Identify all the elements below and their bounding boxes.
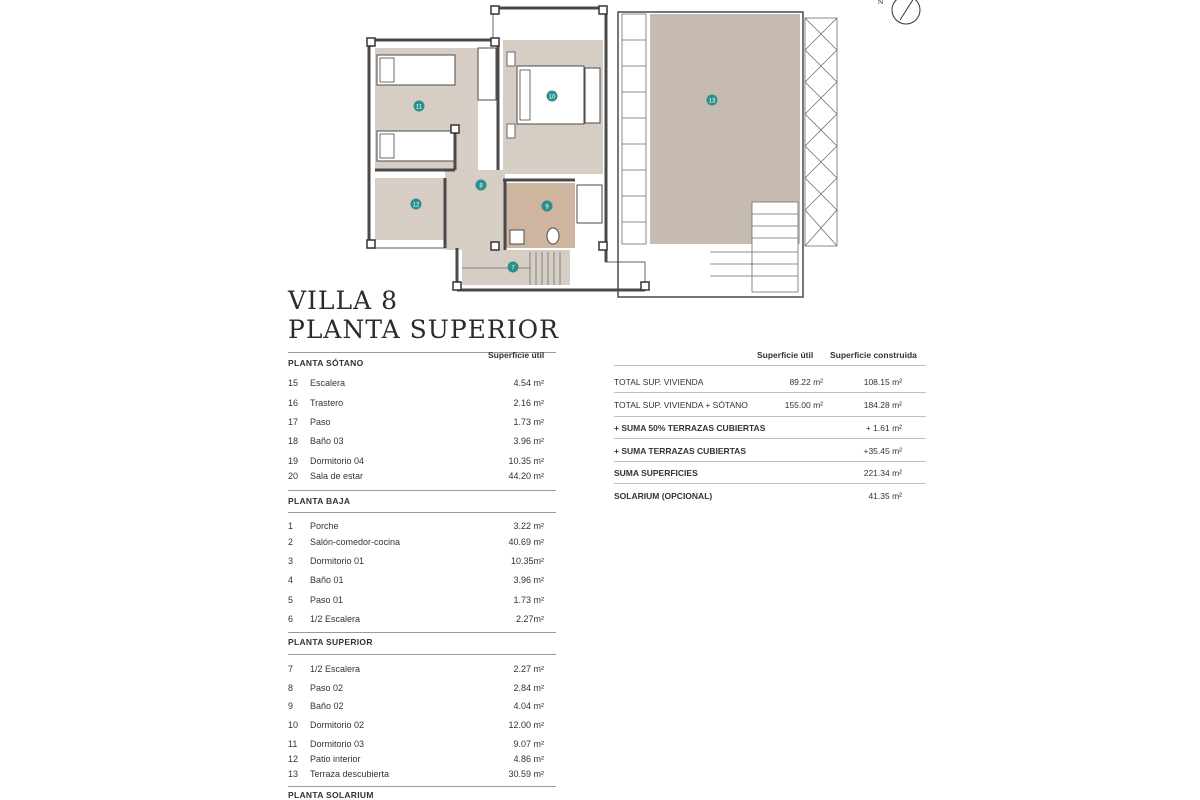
- table-row: [288, 436, 544, 448]
- row-name: Patio interior: [310, 754, 361, 764]
- toilet: [547, 228, 559, 244]
- table-row: [288, 575, 544, 587]
- summary-header-util: Superficie útil: [757, 350, 814, 360]
- title-line-2: PLANTA SUPERIOR: [288, 315, 559, 344]
- row-num: 15: [288, 378, 299, 388]
- row-num: 17: [288, 417, 299, 427]
- table-row: [288, 521, 544, 533]
- row-name: Baño 02: [310, 701, 344, 711]
- summary-util: 155.00 m²: [784, 400, 823, 410]
- room-label-10: 10: [548, 94, 556, 101]
- row-name: Dormitorio 02: [310, 720, 365, 730]
- row-area: 4.04 m²: [513, 701, 544, 711]
- row-area: 9.07 m²: [513, 739, 544, 749]
- row-area: 4.86 m²: [513, 754, 544, 764]
- summary-row: [614, 377, 926, 389]
- row-name: Dormitorio 04: [310, 456, 365, 466]
- closet: [478, 48, 496, 100]
- summary-label: TOTAL SUP. VIVIENDA: [614, 377, 704, 387]
- section-heading-baja: PLANTA BAJA: [288, 496, 351, 506]
- row-area: 40.69 m²: [508, 537, 544, 547]
- row-num: 12: [288, 754, 299, 764]
- row-area: 2.27 m²: [513, 664, 544, 674]
- row-num: 5: [288, 595, 294, 605]
- summary-row: [614, 400, 926, 412]
- summary-rule: [614, 483, 926, 484]
- row-name: Escalera: [310, 378, 346, 388]
- row-name: Porche: [310, 521, 339, 531]
- floor-plan: [340, 0, 940, 300]
- section-rule: [288, 786, 556, 787]
- summary-construida: 221.34 m²: [863, 468, 902, 478]
- summary-label: + SUMA 50% TERRAZAS CUBIERTAS: [614, 423, 766, 433]
- section-rule: [288, 490, 556, 491]
- row-name: Baño 01: [310, 575, 344, 585]
- summary-construida: 184.28 m²: [863, 400, 902, 410]
- row-area: 3.96 m²: [513, 436, 544, 446]
- row-area: 30.59 m²: [508, 769, 544, 779]
- summary-construida: 41.35 m²: [868, 491, 902, 501]
- row-num: 1: [288, 521, 294, 531]
- table-row: [288, 664, 544, 676]
- table-row: [288, 701, 544, 713]
- row-name: Sala de estar: [310, 471, 364, 481]
- row-area: 44.20 m²: [508, 471, 544, 481]
- summary-label: TOTAL SUP. VIVIENDA + SÓTANO: [614, 400, 748, 410]
- row-area: 1.73 m²: [513, 417, 544, 427]
- table-row: [288, 754, 544, 766]
- table-row: [288, 739, 544, 751]
- summary-row: [614, 491, 926, 503]
- planter-strip: [622, 14, 646, 244]
- nightstand: [507, 52, 515, 66]
- bed-1: [377, 55, 455, 85]
- summary-construida: 108.15 m²: [863, 377, 902, 387]
- row-name: Paso: [310, 417, 331, 427]
- row-area: 10.35m²: [510, 556, 544, 566]
- section-heading-sotano: PLANTA SÓTANO: [288, 358, 364, 368]
- row-area: 2.16 m²: [513, 398, 544, 408]
- table-row: [288, 378, 544, 390]
- bed-2: [377, 131, 455, 161]
- row-name: Baño 03: [310, 436, 344, 446]
- row-area: 12.00 m²: [508, 720, 544, 730]
- row-num: 2: [288, 537, 294, 547]
- row-num: 7: [288, 664, 294, 674]
- summary-row: [614, 468, 926, 480]
- row-num: 13: [288, 769, 299, 779]
- room-label-7: 7: [511, 265, 515, 272]
- table-row: [288, 456, 544, 468]
- row-name: Paso 01: [310, 595, 344, 605]
- table-row: [288, 471, 544, 483]
- column-header-util: Superficie útil: [488, 350, 545, 360]
- row-num: 20: [288, 471, 299, 481]
- room-label-9: 9: [545, 204, 549, 211]
- row-num: 19: [288, 456, 299, 466]
- room-label-8: 8: [479, 183, 483, 190]
- row-num: 4: [288, 575, 294, 585]
- row-num: 9: [288, 701, 294, 711]
- summary-rule: [614, 461, 926, 462]
- row-name: Terraza descubierta: [310, 769, 390, 779]
- section-rule: [288, 654, 556, 655]
- room-label-11: 11: [415, 104, 423, 111]
- summary-label: SUMA SUPERFICIES: [614, 468, 698, 478]
- row-area: 1.73 m²: [513, 595, 544, 605]
- summary-util: 89.22 m²: [789, 377, 823, 387]
- row-num: 11: [288, 739, 298, 749]
- table-row: [288, 683, 544, 695]
- row-name: Trastero: [310, 398, 344, 408]
- title-line-1: VILLA 8: [288, 286, 399, 315]
- summary-rule: [614, 438, 926, 439]
- row-name: 1/2 Escalera: [310, 614, 361, 624]
- section-heading-solarium: PLANTA SOLARIUM: [288, 790, 374, 800]
- railing-hatch: [805, 18, 837, 246]
- row-area: 3.22 m²: [513, 521, 544, 531]
- row-name: Dormitorio 01: [310, 556, 365, 566]
- summary-row: [614, 423, 926, 435]
- table-row: [288, 614, 544, 626]
- row-name: Dormitorio 03: [310, 739, 365, 749]
- row-num: 8: [288, 683, 294, 693]
- table-row: [288, 537, 544, 549]
- summary-construida: + 1.61 m²: [865, 423, 902, 433]
- compass-n: N: [878, 0, 884, 6]
- row-num: 3: [288, 556, 294, 566]
- shower: [577, 185, 602, 223]
- sink: [510, 230, 524, 244]
- row-name: Paso 02: [310, 683, 344, 693]
- room-label-12: 12: [412, 202, 420, 209]
- row-num: 6: [288, 614, 294, 624]
- section-rule: [288, 512, 556, 513]
- table-row: [288, 769, 544, 781]
- summary-header-construida: Superficie construida: [830, 350, 917, 360]
- compass: [892, 0, 920, 24]
- patio-floor: [375, 178, 445, 240]
- row-area: 4.54 m²: [513, 378, 544, 388]
- section-rule: [288, 632, 556, 633]
- table-row: [288, 398, 544, 410]
- table-row: [288, 556, 544, 568]
- summary-rule: [614, 392, 926, 393]
- row-name: 1/2 Escalera: [310, 664, 361, 674]
- table-row: [288, 720, 544, 732]
- summary-label: + SUMA TERRAZAS CUBIERTAS: [614, 446, 746, 456]
- summary-construida: +35.45 m²: [863, 446, 902, 456]
- nightstand-2: [507, 124, 515, 138]
- row-name: Salón-comedor-cocina: [310, 537, 401, 547]
- summary-rule: [614, 416, 926, 417]
- table-row: [288, 595, 544, 607]
- row-area: 2.84 m²: [513, 683, 544, 693]
- row-num: 16: [288, 398, 299, 408]
- row-area: 3.96 m²: [513, 575, 544, 585]
- hall-floor: [445, 170, 505, 250]
- room-label-13: 13: [708, 98, 716, 105]
- summary-row: [614, 446, 926, 458]
- row-area: 10.35 m²: [508, 456, 544, 466]
- closet-2: [585, 68, 600, 123]
- row-num: 10: [288, 720, 299, 730]
- table-row: [288, 417, 544, 429]
- summary-rule: [614, 365, 926, 366]
- summary-label: SOLARIUM (OPCIONAL): [614, 491, 713, 501]
- section-heading-superior: PLANTA SUPERIOR: [288, 637, 373, 647]
- row-area: 2.27m²: [515, 614, 544, 624]
- row-num: 18: [288, 436, 299, 446]
